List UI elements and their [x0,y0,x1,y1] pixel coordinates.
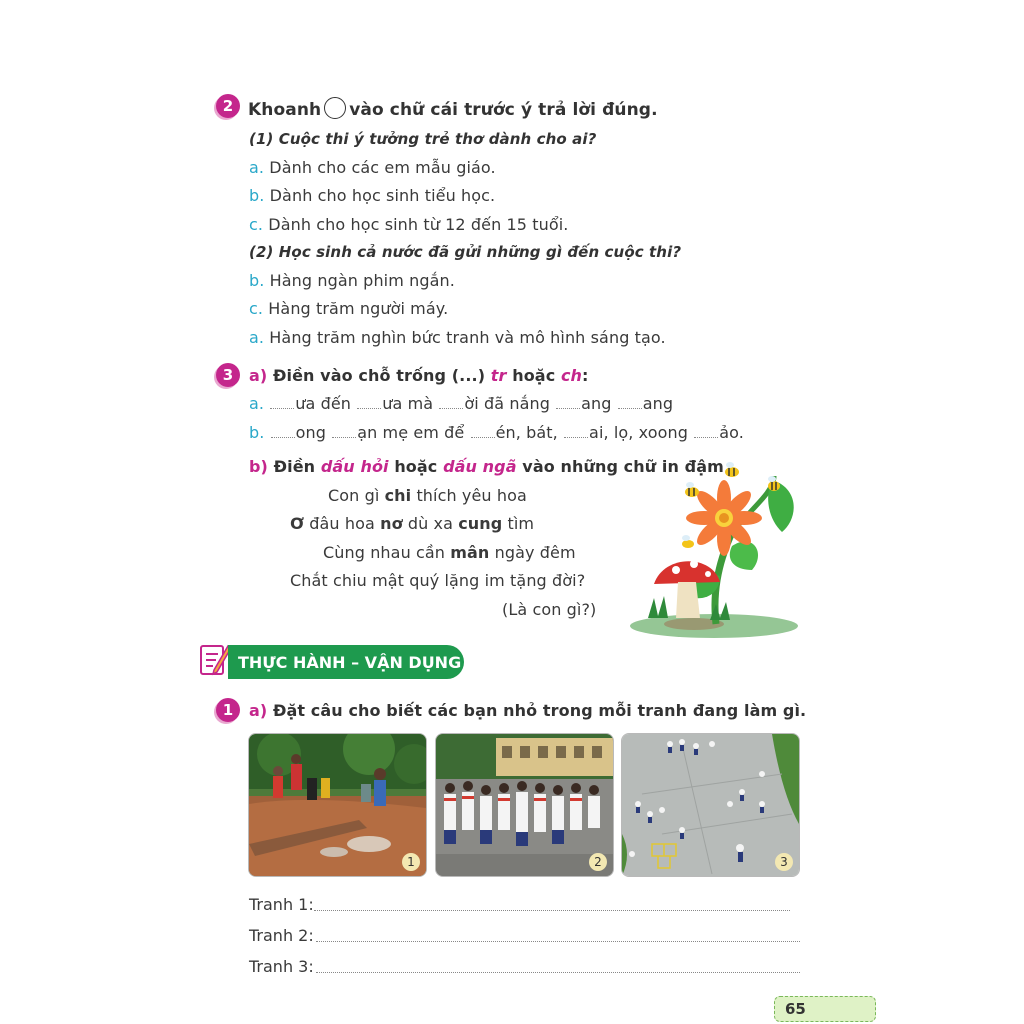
poem-line-3 [323,543,576,562]
q1-option[interactable] [249,158,496,177]
or-text: hoặc [394,457,438,476]
question-1: (1) Cuộc thi ý tưởng trẻ thơ dành cho ai? [249,130,597,148]
blank[interactable] [270,396,294,409]
q2-option[interactable] [249,299,448,318]
blank[interactable] [357,396,381,409]
poem-text: dù xa [407,514,454,533]
word: én, bát, [495,423,558,442]
colon: : [582,366,589,385]
word: ời đã nắng [464,394,550,413]
row-letter: a. [249,394,265,413]
blank[interactable] [564,425,588,438]
word: ảo. [719,423,744,442]
bee-icon [768,476,780,491]
practice-1-number: 1 [216,698,240,722]
blank[interactable] [694,425,718,438]
instruction-text: Điền vào chỗ trống (...) [272,366,486,385]
bold-word[interactable]: chi [384,486,412,505]
bold-word[interactable]: cung [458,514,503,533]
section-banner: THỰC HÀNH – VẬN DỤNG [228,645,464,679]
poem-source: (Là con gì?) [502,600,597,619]
option-text: Dành cho học sinh tiểu học. [269,186,496,205]
photo-badge: 2 [589,853,607,871]
answer-label-1: Tranh 1: [249,895,314,914]
dau-nga-text: dấu ngã [443,457,517,476]
exercise-2-title [248,97,658,120]
poem-line-1 [328,486,527,505]
poem-text: Cùng nhau cần [323,543,446,562]
instruction-text: Đặt câu cho biết các bạn nhỏ trong mỗi tranh đang làm gì. [272,701,807,720]
answer-line-1[interactable] [314,910,790,911]
or-text: hoặc [512,366,556,385]
photo-badge: 1 [402,853,420,871]
option-text: Dành cho học sinh từ 12 đến 15 tuổi. [268,215,569,234]
poem-text: ngày đêm [494,543,576,562]
option-letter: c. [249,215,264,234]
flower-mushroom-illustration [624,458,804,644]
practice-1-title [249,701,806,720]
photo-2 [435,733,614,877]
option-text: Hàng ngàn phim ngắn. [269,271,455,290]
exercise-3-number: 3 [216,363,240,387]
answer-label-3: Tranh 3: [249,957,314,976]
blank[interactable] [471,425,495,438]
photo-1 [248,733,427,877]
instruction-text: vào những chữ in đậm [522,457,724,476]
pencil-paper-icon [198,640,232,678]
title-before: Khoanh [248,100,322,120]
bold-word[interactable]: mân [450,543,490,562]
word: ạn mẹ em để [357,423,465,442]
photo-badge: 3 [775,853,793,871]
instruction-text: Điền [273,457,316,476]
bee-icon [685,482,699,497]
bee-icon [725,462,739,477]
part-label: b) [249,457,268,476]
circle-icon [324,97,346,119]
exercise-2-number: 2 [216,94,240,118]
q1-option[interactable] [249,215,569,234]
answer-line-3[interactable] [316,972,800,973]
option-text: Hàng trăm người máy. [268,299,449,318]
playground-image [622,734,799,876]
option-letter: a. [249,328,265,347]
word: ưa mà [382,394,434,413]
bold-word[interactable]: nơ [380,514,403,533]
dau-hoi-text: dấu hỏi [320,457,389,476]
blank[interactable] [439,396,463,409]
answer-line-2[interactable] [316,941,800,942]
option-letter: b. [249,186,265,205]
school-assembly-image [436,734,613,876]
blank[interactable] [332,425,356,438]
fill-row-b [249,423,744,442]
word: ang [581,394,612,413]
q2-option[interactable] [249,271,455,290]
word: ong [295,423,327,442]
photo-3 [621,733,800,877]
answer-label-2: Tranh 2: [249,926,314,945]
option-letter: b. [249,271,265,290]
exercise-3a-title [249,366,589,385]
tr-text: tr [490,366,507,385]
word: ưa đến [295,394,352,413]
question-2: (2) Học sinh cả nước đã gửi những gì đến cuộc thi? [249,243,682,261]
blank[interactable] [618,396,642,409]
blank[interactable] [556,396,580,409]
poem-text: đâu hoa [309,514,375,533]
part-label: a) [249,701,268,720]
poem-text: thích yêu hoa [416,486,527,505]
option-letter: a. [249,158,265,177]
blank[interactable] [271,425,295,438]
q2-option[interactable] [249,328,666,347]
poem-line-4: Chắt chiu mật quý lặng im tặng đời? [290,571,586,590]
page-number: 65 [774,996,876,1022]
poem-text: Con gì [328,486,380,505]
stream-crossing-image [249,734,426,876]
word: ai, lọ, xoong [589,423,689,442]
option-text: Hàng trăm nghìn bức tranh và mô hình sáng tạo. [269,328,666,347]
q1-option[interactable] [249,186,495,205]
part-label: a) [249,366,268,385]
poem-line-2 [290,514,534,533]
row-letter: b. [249,423,265,442]
poem-text: tìm [507,514,535,533]
option-letter: c. [249,299,264,318]
fill-row-a [249,394,673,413]
bee-icon [682,535,694,548]
word: ang [642,394,674,413]
bold-word[interactable]: Ơ [290,514,305,533]
title-after: vào chữ cái trước ý trả lời đúng. [349,100,658,120]
option-text: Dành cho các em mẫu giáo. [269,158,496,177]
ch-text: ch [560,366,583,385]
